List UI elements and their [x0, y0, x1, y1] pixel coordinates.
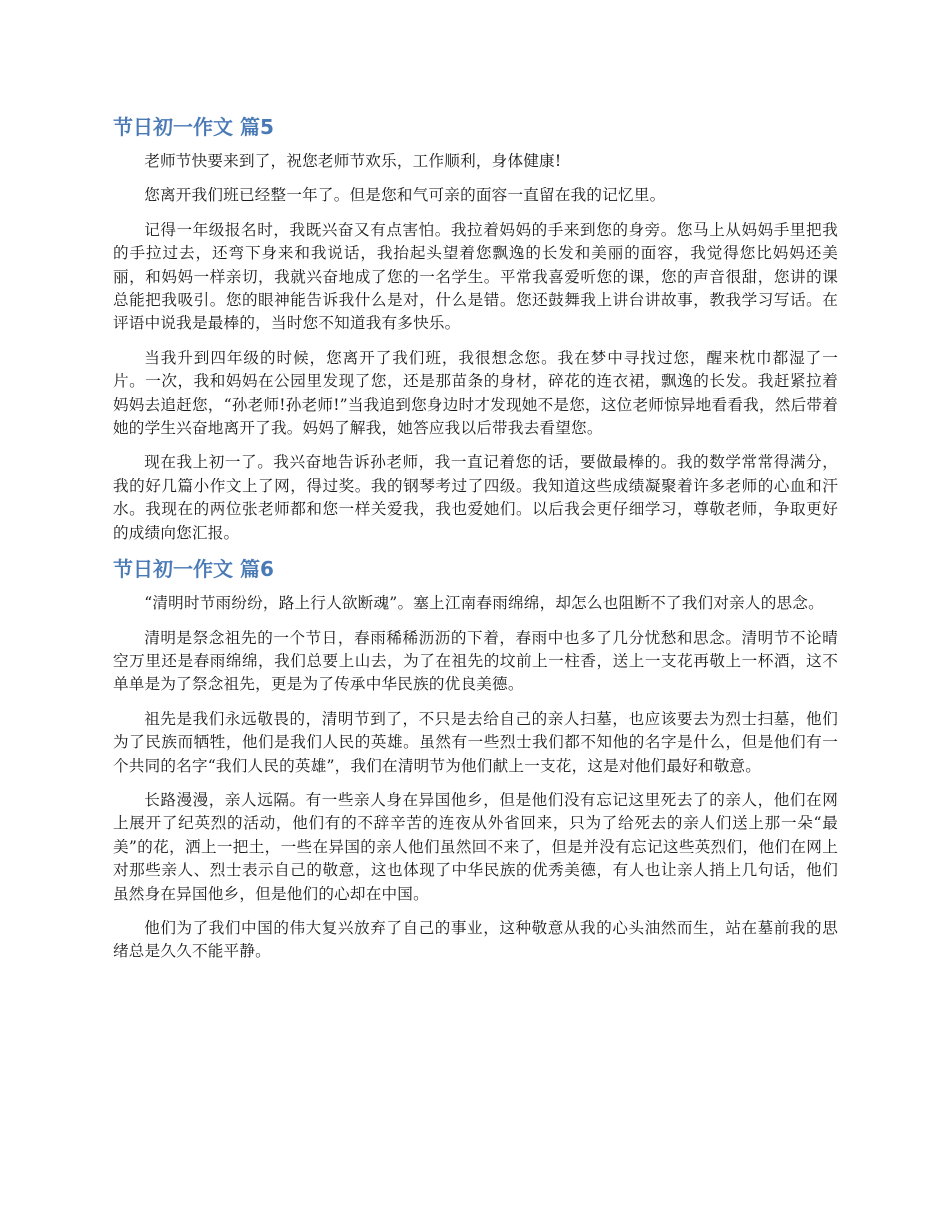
paragraph: 祖先是我们永远敬畏的，清明节到了，不只是去给自己的亲人扫墓，也应该要去为烈士扫墓，他们为了民族而牺牲，他们是我们人民的英雄。虽然有一些烈士我们都不知他的名字是什么，但是他们有一个共同的名字“我们人民的英雄”，我们在清明节为他们献上一支花，这是对他们最好和敬意。	[113, 709, 838, 775]
essay-section-5	[113, 114, 838, 545]
paragraph: 您离开我们班已经整一年了。但是您和气可亲的面容一直留在我的记忆里。	[144, 186, 666, 205]
paragraph: 现在我上初一了。我兴奋地告诉孙老师，我一直记着您的话，要做最棒的。我的数学常常得满分，我的好几篇小作文上了网，得过奖。我的钢琴考过了四级。我知道这些成绩凝聚着许多老师的心血和汗水。我现在的两位张老师都和您一样关爱我，我也爱她们。以后我会更仔细学习，尊敬老师，争取更好的成绩向您汇报。	[113, 453, 838, 542]
paragraph: 当我升到四年级的时候，您离开了我们班，我很想念您。我在梦中寻找过您，醒来枕巾都湿了一片。一次，我和妈妈在公园里发现了您，还是那苗条的身材，碎花的连衣裙，飘逸的长发。我赶紧拉着妈妈去追赶您，“孙老师!孙老师!”当我追到您身边时才发现她不是您，这位老师惊异地看看我，然后带着她的学生兴奋地离开了我。妈妈了解我，她答应我以后带我去看望您。	[113, 348, 838, 438]
document-page	[113, 106, 838, 975]
paragraph: 记得一年级报名时，我既兴奋又有点害怕。我拉着妈妈的手来到您的身旁。您马上从妈妈手里把我的手拉过去，还弯下身来和我说话，我抬起头望着您飘逸的长发和美丽的面容，我觉得您比妈妈还美丽，和妈妈一样亲切，我就兴奋地成了您的一名学生。平常我喜爱听您的课，您的声音很甜，您讲的课总能把我吸引。您的眼神能告诉我什么是对，什么是错。您还鼓舞我上讲台讲故事，教我学习写话。在评语中说我是最棒的，当时您不知道我有多快乐。	[113, 220, 838, 333]
paragraph: 长路漫漫，亲人远隔。有一些亲人身在异国他乡，但是他们没有忘记这里死去了的亲人，他们在网上展开了纪英烈的活动，他们有的不辞辛苦的连夜从外省回来，只为了给死去的亲人们送上那一朵“最美”的花，洒上一把土，一些在异国的亲人他们虽然回不来了，但是并没有忘记这些英烈们，他们在网上对那些亲人、烈士表示自己的敬意，这也体现了中华民族的优秀美德，有人也让亲人捎上几句话，他们虽然身在异国他乡，但是他们的心却在中国。	[113, 790, 838, 903]
paragraph: 他们为了我们中国的伟大复兴放弃了自己的事业，这种敬意从我的心头油然而生，站在墓前我的思绪总是久久不能平静。	[113, 918, 838, 961]
essay-section-6	[113, 556, 838, 964]
paragraph: 清明是祭念祖先的一个节日，春雨稀稀沥沥的下着，春雨中也多了几分忧愁和思念。清明节不论晴空万里还是春雨绵绵，我们总要上山去，为了在祖先的坟前上一柱香，送上一支花再敬上一杯酒，这不单单是为了祭念祖先，更是为了传承中华民族的优良美德。	[113, 628, 838, 694]
paragraph: 老师节快要来到了，祝您老师节欢乐，工作顺利，身体健康!	[144, 152, 562, 170]
paragraph: “清明时节雨纷纷，路上行人欲断魂”。塞上江南春雨绵绵，却怎么也阻断不了我们对亲人的思念。	[144, 594, 824, 613]
section-title: 节日初一作文 篇5	[113, 115, 274, 139]
section-title: 节日初一作文 篇6	[113, 557, 274, 582]
